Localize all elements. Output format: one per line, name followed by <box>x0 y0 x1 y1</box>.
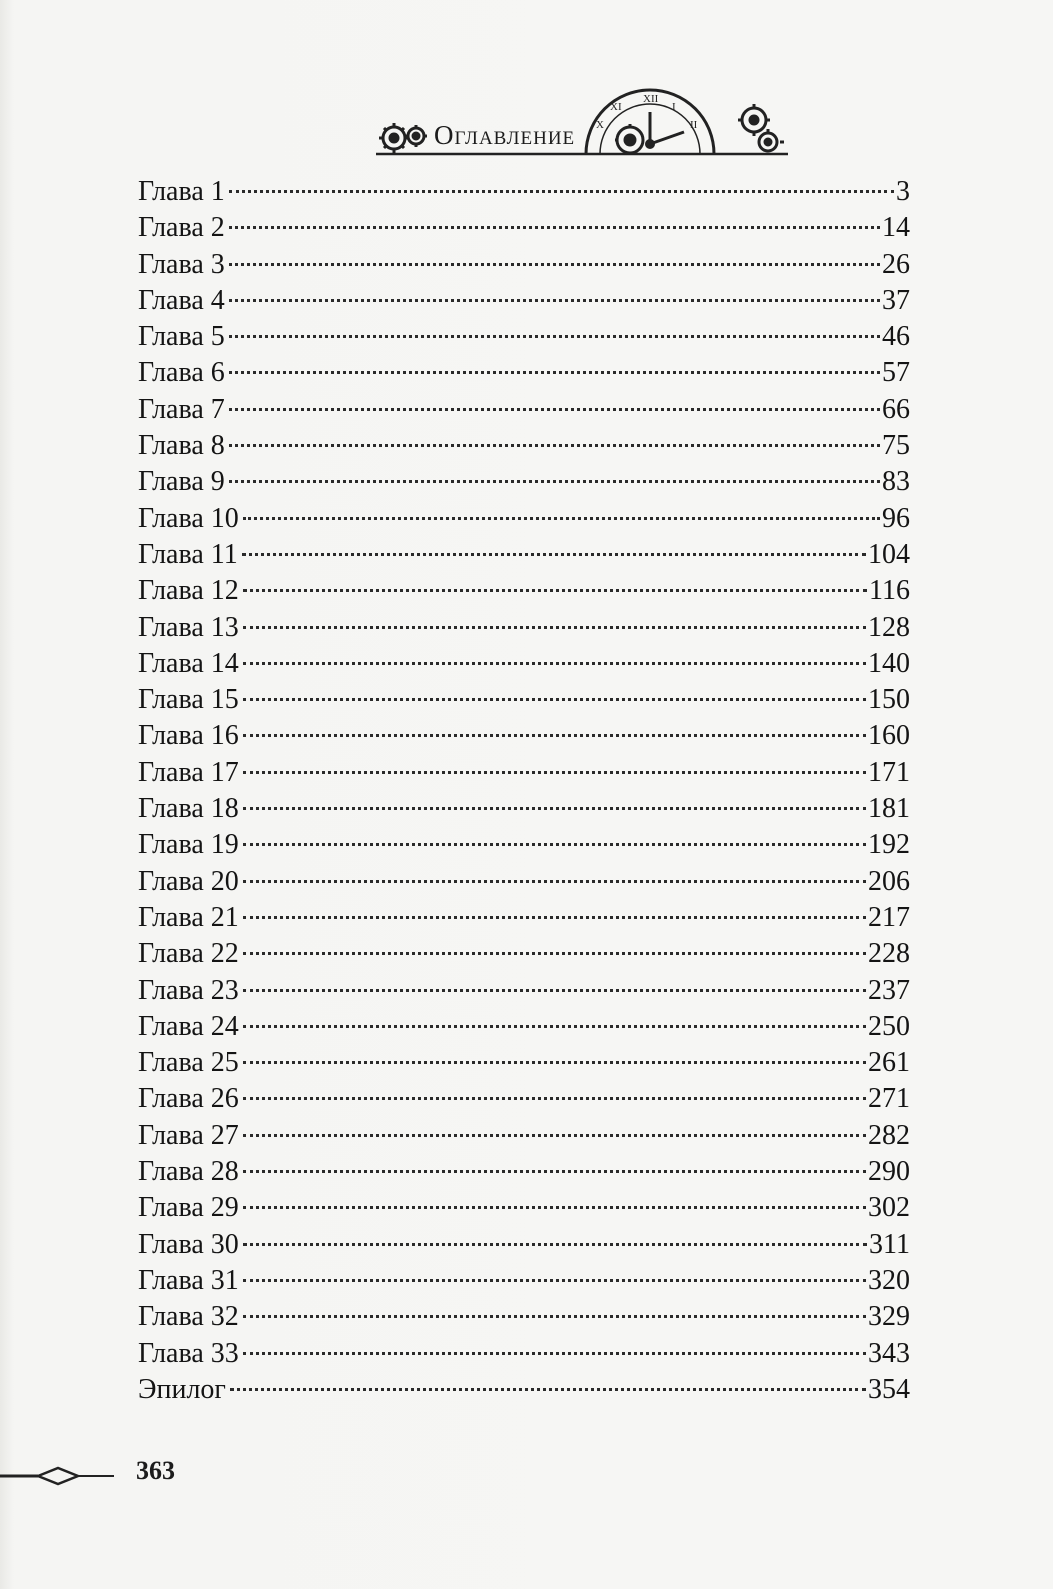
toc-entry-label: Глава 18 <box>138 793 239 825</box>
toc-entry-page: 311 <box>869 1228 910 1260</box>
dot-leader <box>243 698 866 701</box>
toc-entry-label: Эпилог <box>138 1373 226 1405</box>
toc-entry-page: 320 <box>868 1264 910 1296</box>
toc-entry-page: 26 <box>882 248 910 280</box>
toc-entry-label: Глава 31 <box>138 1264 239 1296</box>
toc-entry <box>138 573 910 609</box>
toc-entry-label: Глава 2 <box>138 212 225 244</box>
toc-entry-page: 271 <box>868 1083 910 1115</box>
toc-entry <box>138 174 910 210</box>
toc-entry <box>138 936 910 972</box>
toc-entry-page: 329 <box>868 1301 910 1333</box>
dot-leader <box>243 1097 866 1100</box>
toc-entry <box>138 646 910 682</box>
dot-leader <box>243 989 866 992</box>
dot-leader <box>243 1170 866 1173</box>
dot-leader <box>243 1352 866 1355</box>
toc-entry-page: 282 <box>868 1119 910 1151</box>
toc-entry-label: Глава 28 <box>138 1156 239 1188</box>
toc-entry-label: Глава 19 <box>138 829 239 861</box>
toc-entry-label: Глава 10 <box>138 502 239 534</box>
toc-entry-page: 14 <box>882 212 910 244</box>
ornamental-rule-icon <box>0 1464 120 1488</box>
toc-entry-page: 343 <box>868 1337 910 1369</box>
dot-leader <box>243 807 866 810</box>
toc-entry-page: 217 <box>868 901 910 933</box>
dot-leader <box>229 190 894 193</box>
toc-entry-page: 181 <box>868 793 910 825</box>
toc-header <box>372 78 792 160</box>
toc-entry-label: Глава 13 <box>138 611 239 643</box>
dot-leader <box>243 1243 867 1246</box>
toc-entry-label: Глава 21 <box>138 901 239 933</box>
toc-entry-page: 75 <box>882 430 910 462</box>
toc-entry-page: 192 <box>868 829 910 861</box>
toc-entry <box>138 610 910 646</box>
toc-entry-page: 302 <box>868 1192 910 1224</box>
toc-entry <box>138 1263 910 1299</box>
toc-entry-label: Глава 1 <box>138 176 225 207</box>
dot-leader <box>229 408 880 411</box>
dot-leader <box>229 299 880 302</box>
dot-leader <box>243 1279 866 1282</box>
toc-entry-label: Глава 14 <box>138 647 239 679</box>
toc-entry <box>138 791 910 827</box>
svg-text:XII: XII <box>643 93 659 105</box>
toc-entry-label: Глава 4 <box>138 284 225 316</box>
toc-entry-label: Глава 3 <box>138 248 225 280</box>
toc-entry-page: 290 <box>868 1156 910 1188</box>
toc-entry-label: Глава 6 <box>138 357 225 389</box>
dot-leader <box>230 1388 866 1391</box>
toc-entry-page: 228 <box>868 938 910 970</box>
toc-entry-page: 128 <box>868 611 910 643</box>
dot-leader <box>243 1206 866 1209</box>
toc-entry <box>138 1009 910 1045</box>
toc-entry-label: Глава 7 <box>138 393 225 425</box>
toc-entry-page: 104 <box>868 538 910 570</box>
toc-entry-label: Глава 11 <box>138 538 238 570</box>
toc-entry-label: Глава 22 <box>138 938 239 970</box>
dot-leader <box>243 1134 866 1137</box>
toc-entry <box>138 1190 910 1226</box>
toc-entry <box>138 1045 910 1081</box>
toc-entry <box>138 1372 910 1408</box>
dot-leader <box>243 517 880 520</box>
dot-leader <box>229 480 880 483</box>
dot-leader <box>229 444 880 447</box>
dot-leader <box>243 1025 866 1028</box>
toc-entry-label: Глава 8 <box>138 430 225 462</box>
dot-leader <box>243 843 866 846</box>
toc-entry-label: Глава 30 <box>138 1228 239 1260</box>
svg-text:X: X <box>596 119 604 131</box>
toc-entry <box>138 464 910 500</box>
toc-entry <box>138 501 910 537</box>
toc-entry-page: 46 <box>882 321 910 353</box>
svg-text:XI: XI <box>610 101 622 113</box>
toc-entry-page: 116 <box>869 575 910 607</box>
toc-entry-page: 261 <box>868 1047 910 1079</box>
toc-entry <box>138 1118 910 1154</box>
toc-entry-page: 37 <box>882 284 910 316</box>
toc-entry <box>138 210 910 246</box>
toc-entry-label: Глава 16 <box>138 720 239 752</box>
svg-text:I: I <box>672 101 676 113</box>
dot-leader <box>243 1315 866 1318</box>
toc-entry <box>138 428 910 464</box>
dot-leader <box>229 263 880 266</box>
toc-entry-label: Глава 26 <box>138 1083 239 1115</box>
svg-text:II: II <box>690 119 698 131</box>
toc-entry-label: Глава 5 <box>138 321 225 353</box>
toc-entry <box>138 1227 910 1263</box>
toc-entry-page: 206 <box>868 865 910 897</box>
toc-entry <box>138 827 910 863</box>
toc-entry-page: 57 <box>882 357 910 389</box>
dot-leader <box>243 589 867 592</box>
page-number: 363 <box>136 1456 175 1485</box>
toc-entry-label: Глава 24 <box>138 1010 239 1042</box>
toc-entry-page: 237 <box>868 974 910 1006</box>
toc-entry <box>138 900 910 936</box>
toc-entry-page: 171 <box>868 756 910 788</box>
toc-entry <box>138 355 910 391</box>
toc-entry-page: 96 <box>882 502 910 534</box>
dot-leader <box>242 553 866 556</box>
toc-entry-label: Глава 23 <box>138 974 239 1006</box>
toc-entry-page: 66 <box>882 393 910 425</box>
toc-entry-label: Глава 25 <box>138 1047 239 1079</box>
dot-leader <box>243 916 866 919</box>
dot-leader <box>243 662 866 665</box>
toc-entry-page: 83 <box>882 466 910 498</box>
toc-entry <box>138 319 910 355</box>
toc-entry-page: 160 <box>868 720 910 752</box>
dot-leader <box>243 880 866 883</box>
toc-entry-label: Глава 33 <box>138 1337 239 1369</box>
toc-entry-label: Глава 20 <box>138 865 239 897</box>
toc-entry <box>138 864 910 900</box>
toc-entry <box>138 1081 910 1117</box>
toc-entry-label: Глава 29 <box>138 1192 239 1224</box>
toc-entry-page: 140 <box>868 647 910 679</box>
toc-entry <box>138 283 910 319</box>
toc-entry <box>138 1336 910 1372</box>
toc-entry-label: Глава 12 <box>138 575 239 607</box>
toc-entry <box>138 392 910 428</box>
toc-entry <box>138 247 910 283</box>
toc-entry-page: 354 <box>868 1373 910 1405</box>
toc-entry <box>138 1154 910 1190</box>
dot-leader <box>243 734 866 737</box>
toc-entry <box>138 682 910 718</box>
toc-entry-label: Глава 32 <box>138 1301 239 1333</box>
dot-leader <box>243 952 866 955</box>
dot-leader <box>229 226 880 229</box>
toc-title: Оглавление <box>434 120 576 150</box>
toc-entry-page: 250 <box>868 1010 910 1042</box>
toc-entry <box>138 718 910 754</box>
toc-entry-label: Глава 15 <box>138 684 239 716</box>
toc-entry-label: Глава 27 <box>138 1119 239 1151</box>
toc-entry <box>138 1299 910 1335</box>
dot-leader <box>243 771 866 774</box>
toc-entry-page: 3 <box>896 176 910 207</box>
dot-leader <box>243 626 866 629</box>
table-of-contents <box>138 174 910 1408</box>
toc-entry-label: Глава 17 <box>138 756 239 788</box>
dot-leader <box>243 1061 866 1064</box>
dot-leader <box>229 335 880 338</box>
toc-entry <box>138 755 910 791</box>
toc-entry <box>138 537 910 573</box>
toc-entry <box>138 973 910 1009</box>
toc-entry-label: Глава 9 <box>138 466 225 498</box>
dot-leader <box>229 371 880 374</box>
toc-entry-page: 150 <box>868 684 910 716</box>
